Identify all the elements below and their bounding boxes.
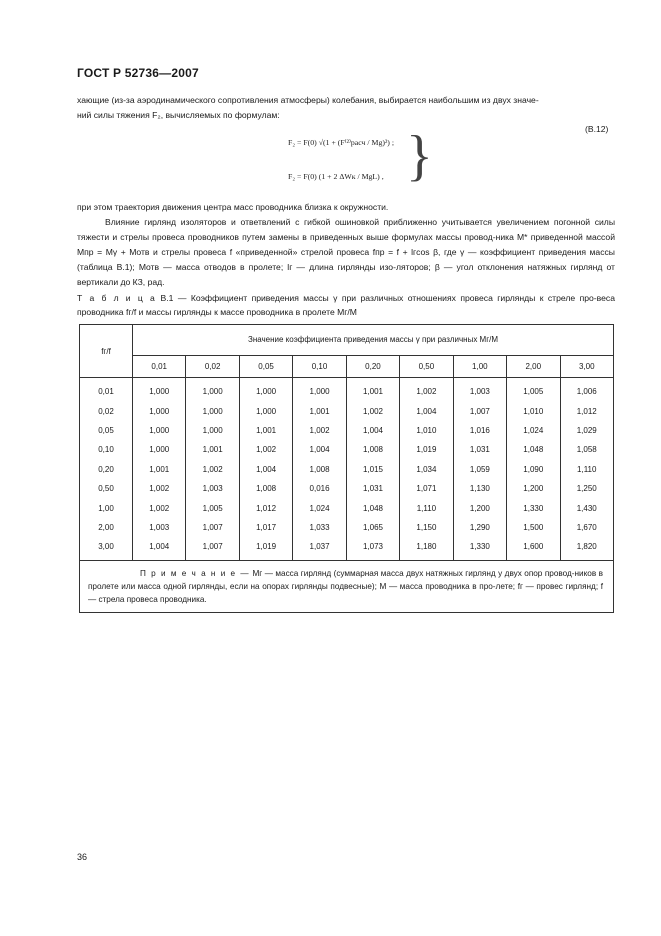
column-header: 2,00 [507, 355, 560, 377]
value-cell: 1,820 [560, 537, 614, 560]
value-cell: 1,003 [186, 479, 239, 498]
row-key-cell: 0,01 [80, 378, 133, 402]
value-cell: 1,008 [346, 440, 399, 459]
value-cell: 1,330 [507, 498, 560, 517]
value-cell: 1,002 [239, 440, 292, 459]
value-cell: 1,048 [507, 440, 560, 459]
value-cell: 1,031 [346, 479, 399, 498]
table-row [80, 518, 614, 537]
value-cell: 1,001 [239, 421, 292, 440]
value-cell: 1,033 [293, 518, 346, 537]
value-cell: 1,008 [293, 460, 346, 479]
value-cell: 1,200 [453, 498, 506, 517]
group-header-cell: Значение коэффициента приведения массы γ при различных Mг/M [133, 325, 614, 356]
value-cell: 1,000 [133, 421, 186, 440]
value-cell: 1,000 [133, 401, 186, 420]
value-cell: 1,004 [239, 460, 292, 479]
column-header: 0,20 [346, 355, 399, 377]
table-caption [77, 291, 615, 319]
table-caption-text: В.1 — Коэффициент приведения массы γ при различных отношениях провеса гирлянды к стреле про-веса проводника fг/f и массы гирлянды к массе проводника в пролете Mг/M [77, 293, 615, 317]
value-cell: 1,071 [400, 479, 453, 498]
value-cell: 1,004 [133, 537, 186, 560]
column-header: 0,01 [133, 355, 186, 377]
value-cell: 1,024 [507, 421, 560, 440]
table-row [80, 401, 614, 420]
formula-line-1: F₂ = F(0) √(1 + (F⁽²⁾расч / Mg)²) ; [288, 138, 395, 147]
value-cell: 1,110 [560, 460, 614, 479]
row-header-cell: fг/f [80, 325, 133, 378]
row-key-cell: 0,05 [80, 421, 133, 440]
paragraph-1 [77, 93, 615, 123]
row-key-cell: 1,00 [80, 498, 133, 517]
column-header: 0,02 [186, 355, 239, 377]
value-cell: 1,002 [133, 479, 186, 498]
value-cell: 1,250 [560, 479, 614, 498]
value-cell: 1,003 [133, 518, 186, 537]
table-note [80, 560, 614, 612]
column-header: 1,00 [453, 355, 506, 377]
value-cell: 1,010 [507, 401, 560, 420]
row-key-cell: 2,00 [80, 518, 133, 537]
value-cell: 1,002 [346, 401, 399, 420]
note-text: Mг — масса гирлянд (суммарная масса двух натяжных гирлянд у двух опор провод-ников в пролете или масса одной гирлянды, если на опорах гирлянды подвесные); M — масса проводника в про-лете; fг — провес гирлянд; f — стрела провеса проводника. [88, 568, 604, 604]
note-label: П р и м е ч а н и е — [140, 568, 250, 578]
value-cell: 1,004 [293, 440, 346, 459]
paragraph-1-line-2: ний силы тяжения F₂, вычисляемых по формулам: [77, 110, 280, 120]
value-cell: 1,002 [186, 460, 239, 479]
value-cell: 1,007 [186, 518, 239, 537]
value-cell: 1,001 [133, 460, 186, 479]
row-key-cell: 3,00 [80, 537, 133, 560]
value-cell: 1,000 [186, 378, 239, 402]
page-number: 36 [77, 852, 88, 862]
table-row [80, 537, 614, 560]
value-cell: 1,000 [239, 378, 292, 402]
value-cell: 1,012 [560, 401, 614, 420]
value-cell: 1,670 [560, 518, 614, 537]
table-row [80, 498, 614, 517]
value-cell: 1,000 [133, 378, 186, 402]
value-cell: 1,002 [133, 498, 186, 517]
formula-line-2: F₂ = F(0) (1 + 2 ΔWк / MgL) , [288, 172, 384, 181]
value-cell: 1,005 [507, 378, 560, 402]
paragraph-1-line-1: хающие (из-за аэродинамического сопротивления атмосферы) колебания, выбирается наибольшим из двух значе- [77, 95, 539, 105]
value-cell: 1,600 [507, 537, 560, 560]
value-cell: 1,000 [293, 378, 346, 402]
column-header: 3,00 [560, 355, 614, 377]
value-cell: 1,180 [400, 537, 453, 560]
row-key-cell: 0,02 [80, 401, 133, 420]
column-header-row [80, 355, 614, 377]
value-cell: 1,058 [560, 440, 614, 459]
value-cell: 1,007 [453, 401, 506, 420]
value-cell: 0,016 [293, 479, 346, 498]
value-cell: 1,006 [560, 378, 614, 402]
value-cell: 1,016 [453, 421, 506, 440]
column-header: 0,50 [400, 355, 453, 377]
table-row [80, 421, 614, 440]
value-cell: 1,005 [186, 498, 239, 517]
table-row [80, 460, 614, 479]
value-cell: 1,001 [186, 440, 239, 459]
value-cell: 1,000 [186, 401, 239, 420]
value-cell: 1,031 [453, 440, 506, 459]
value-cell: 1,007 [186, 537, 239, 560]
value-cell: 1,065 [346, 518, 399, 537]
value-cell: 1,001 [346, 378, 399, 402]
value-cell: 1,019 [400, 440, 453, 459]
value-cell: 1,008 [239, 479, 292, 498]
value-cell: 1,019 [239, 537, 292, 560]
value-cell: 1,002 [400, 378, 453, 402]
value-cell: 1,500 [507, 518, 560, 537]
value-cell: 1,150 [400, 518, 453, 537]
value-cell: 1,001 [293, 401, 346, 420]
row-key-cell: 0,50 [80, 479, 133, 498]
value-cell: 1,090 [507, 460, 560, 479]
value-cell: 1,000 [186, 421, 239, 440]
value-cell: 1,037 [293, 537, 346, 560]
value-cell: 1,002 [293, 421, 346, 440]
paragraph-2: при этом траектория движения центра масс проводника близка к окружности. [77, 202, 389, 212]
value-cell: 1,130 [453, 479, 506, 498]
value-cell: 1,059 [453, 460, 506, 479]
value-cell: 1,330 [453, 537, 506, 560]
equation-number: (В.12) [585, 124, 609, 134]
value-cell: 1,024 [293, 498, 346, 517]
row-key-cell: 0,10 [80, 440, 133, 459]
value-cell: 1,010 [400, 421, 453, 440]
table-body [80, 378, 614, 561]
value-cell: 1,015 [346, 460, 399, 479]
table-row [80, 378, 614, 402]
value-cell: 1,012 [239, 498, 292, 517]
table-row [80, 440, 614, 459]
value-cell: 1,000 [239, 401, 292, 420]
value-cell: 1,290 [453, 518, 506, 537]
value-cell: 1,004 [346, 421, 399, 440]
row-key-cell: 0,20 [80, 460, 133, 479]
formula-block [288, 124, 433, 194]
value-cell: 1,003 [453, 378, 506, 402]
column-header: 0,10 [293, 355, 346, 377]
value-cell: 1,000 [133, 440, 186, 459]
value-cell: 1,200 [507, 479, 560, 498]
formula-brace: } [406, 125, 433, 187]
column-header: 0,05 [239, 355, 292, 377]
document-header: ГОСТ Р 52736—2007 [77, 66, 199, 80]
value-cell: 1,073 [346, 537, 399, 560]
value-cell: 1,110 [400, 498, 453, 517]
value-cell: 1,048 [346, 498, 399, 517]
table-caption-label: Т а б л и ц а [77, 293, 157, 303]
paragraph-3: Влияние гирлянд изоляторов и ответвлений с гибкой ошиновкой приближенно учитывается увеличением погонной силы тяжести и стрелы провеса проводников путем замены в приведенных выше формулах массы провод-ника M* приведенной массой Mпр = Mγ + Mотв и стрелы провеса f «приведенной» стрелой провеса fпр = f + lгcos β, где γ — коэффициент приведения массы (таблица В.1); Mотв — масса отводов в пролете; lг — длина гирлянды изо-ляторов; β — угол отклонения натяжных гирлянд от вертикали до КЗ, рад. [77, 217, 615, 287]
value-cell: 1,004 [400, 401, 453, 420]
coefficient-table [79, 324, 614, 613]
value-cell: 1,017 [239, 518, 292, 537]
value-cell: 1,029 [560, 421, 614, 440]
value-cell: 1,430 [560, 498, 614, 517]
value-cell: 1,034 [400, 460, 453, 479]
table-row [80, 479, 614, 498]
